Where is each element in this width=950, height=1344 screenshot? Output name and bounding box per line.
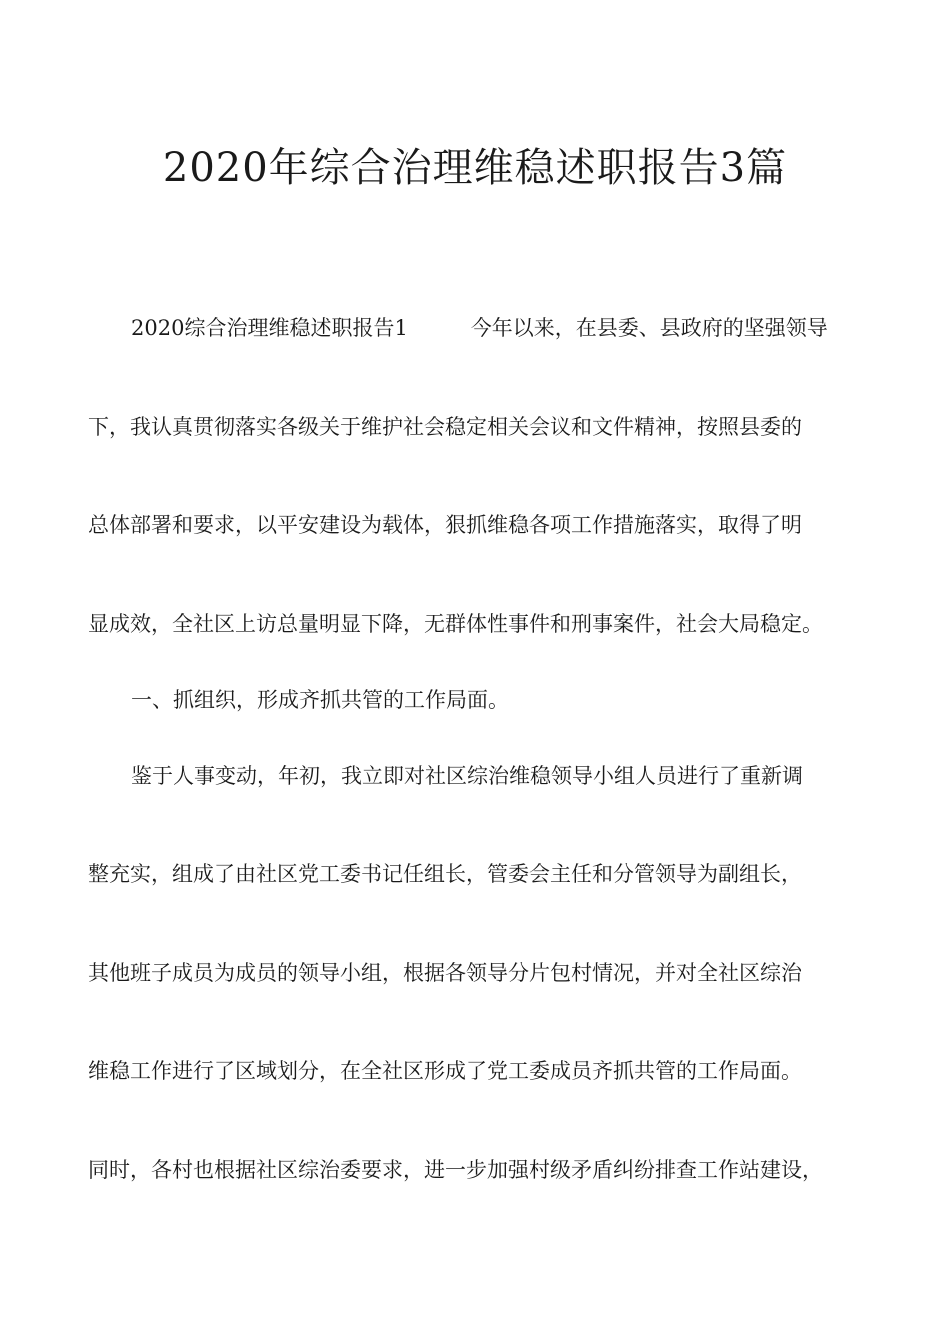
document-title: 2020年综合治理维稳述职报告3篇 [162,145,788,191]
paragraph-line: 显成效，全社区上访总量明显下降，无群体性事件和刑事案件，社会大局稳定。 [88,612,823,636]
paragraph-line: 2020综合治理维稳述职报告1 今年以来，在县委、县政府的坚强领导 [131,316,828,340]
paragraph-line: 同时，各村也根据社区综治委要求，进一步加强村级矛盾纠纷排查工作站建设， [88,1158,823,1182]
paragraph-line: 总体部署和要求，以平安建设为载体，狠抓维稳各项工作措施落实，取得了明 [88,513,802,537]
paragraph-line: 其他班子成员为成员的领导小组，根据各领导分片包村情况，并对全社区综治 [88,961,802,985]
paragraph-line: 整充实，组成了由社区党工委书记任组长，管委会主任和分管领导为副组长， [88,862,802,886]
paragraph-line: 维稳工作进行了区域划分，在全社区形成了党工委成员齐抓共管的工作局面。 [88,1059,802,1083]
paragraph-line: 下，我认真贯彻落实各级关于维护社会稳定相关会议和文件精神，按照县委的 [88,415,802,439]
section-heading: 一、抓组织，形成齐抓共管的工作局面。 [131,688,509,712]
paragraph-line: 鉴于人事变动，年初，我立即对社区综治维稳领导小组人员进行了重新调 [131,764,803,788]
